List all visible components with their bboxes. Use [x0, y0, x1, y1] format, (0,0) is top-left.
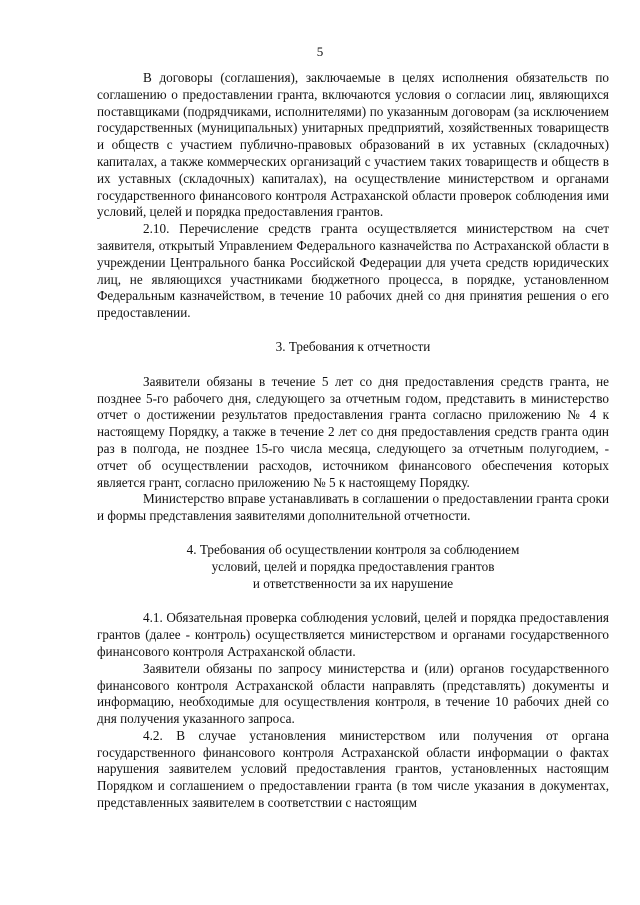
- reporting-obligation-paragraph: Заявители обязаны в течение 5 лет со дня предоставления средств гранта, не позднее 5-го рабочего дня, следующего за отчетным годом, представить в министерство отчет о достижении результатов предоставления гранта согласно приложению № 4 к настоящему Порядку, а также в течение 2 лет со дня предоставления средств гранта один раз в полгода, не позднее 15-го числа месяца, следующего за отчетным полугодием, - отчет об осуществлении расходов, источником финансового обеспечения которых является грант, согласно приложению № 5 к настоящему Порядку.: [97, 373, 609, 490]
- section-4-heading-line-2: условий, целей и порядка предоставления грантов: [211, 558, 495, 574]
- page-number: 5: [316, 44, 324, 59]
- section-3-heading: 3. Требования к отчетности: [275, 338, 431, 354]
- section-4-heading: [97, 542, 609, 592]
- clause-4-1-paragraph: 4.1. Обязательная проверка соблюдения условий, целей и порядка предоставления грантов (далее - контроль) осуществляется министерством и органами государственного финансового контроля Астраханской области.: [97, 610, 609, 659]
- contracts-consent-paragraph: В договоры (соглашения), заключаемые в целях исполнения обязательств по соглашению о предоставлении гранта, включаются условия о согласии лиц, являющихся поставщиками (подрядчиками, исполнителями) по указанным договорам (за исключением государственных (муниципальных) унитарных предприятий, хозяйственных товариществ и обществ с участием публично-правовых образований в их уставных (складочных) капиталах, а также коммерческих организаций с участием таких товариществ и обществ в их уставных (складочных) капиталах), на осуществление министерством и органами государственного финансового контроля Астраханской области проверок соблюдения ими условий, целей и порядка предоставления грантов.: [97, 70, 609, 220]
- document-body: [97, 70, 609, 812]
- clause-4-2-paragraph: 4.2. В случае установления министерством или получения от органа государственного финансового контроля Астраханской области информации о фактах нарушения заявителем условий предоставления грантов, установленных настоящим Порядком и соглашением о предоставлении гранта (в том числе указания в документах, представленных заявителем в соответствии с настоящим: [97, 727, 609, 811]
- additional-reporting-paragraph: Министерство вправе устанавливать в соглашении о предоставлении гранта сроки и формы представления заявителями дополнительной отчетности.: [97, 491, 609, 524]
- section-4-heading-line-3: и ответственности за их нарушение: [252, 575, 454, 591]
- clause-2-10-paragraph: 2.10. Перечисление средств гранта осуществляется министерством на счет заявителя, открытый Управлением Федерального казначейства по Астраханской области в учреждении Центрального банка Российской Федерации для учета средств юридических лиц, не являющихся участниками бюджетного процесса, в порядке, установленном Федеральным казначейством, в течение 10 рабочих дней со дня принятия решения о его предоставлении.: [97, 221, 609, 321]
- section-4-heading-line-1: 4. Требования об осуществлении контроля за соблюдением: [186, 541, 520, 557]
- document-request-paragraph: Заявители обязаны по запросу министерства и (или) органов государственного финансового контроля Астраханской области направлять (представлять) документы и информацию, необходимые для осуществления контроля, в течение 10 рабочих дней со дня получения указанного запроса.: [97, 660, 609, 727]
